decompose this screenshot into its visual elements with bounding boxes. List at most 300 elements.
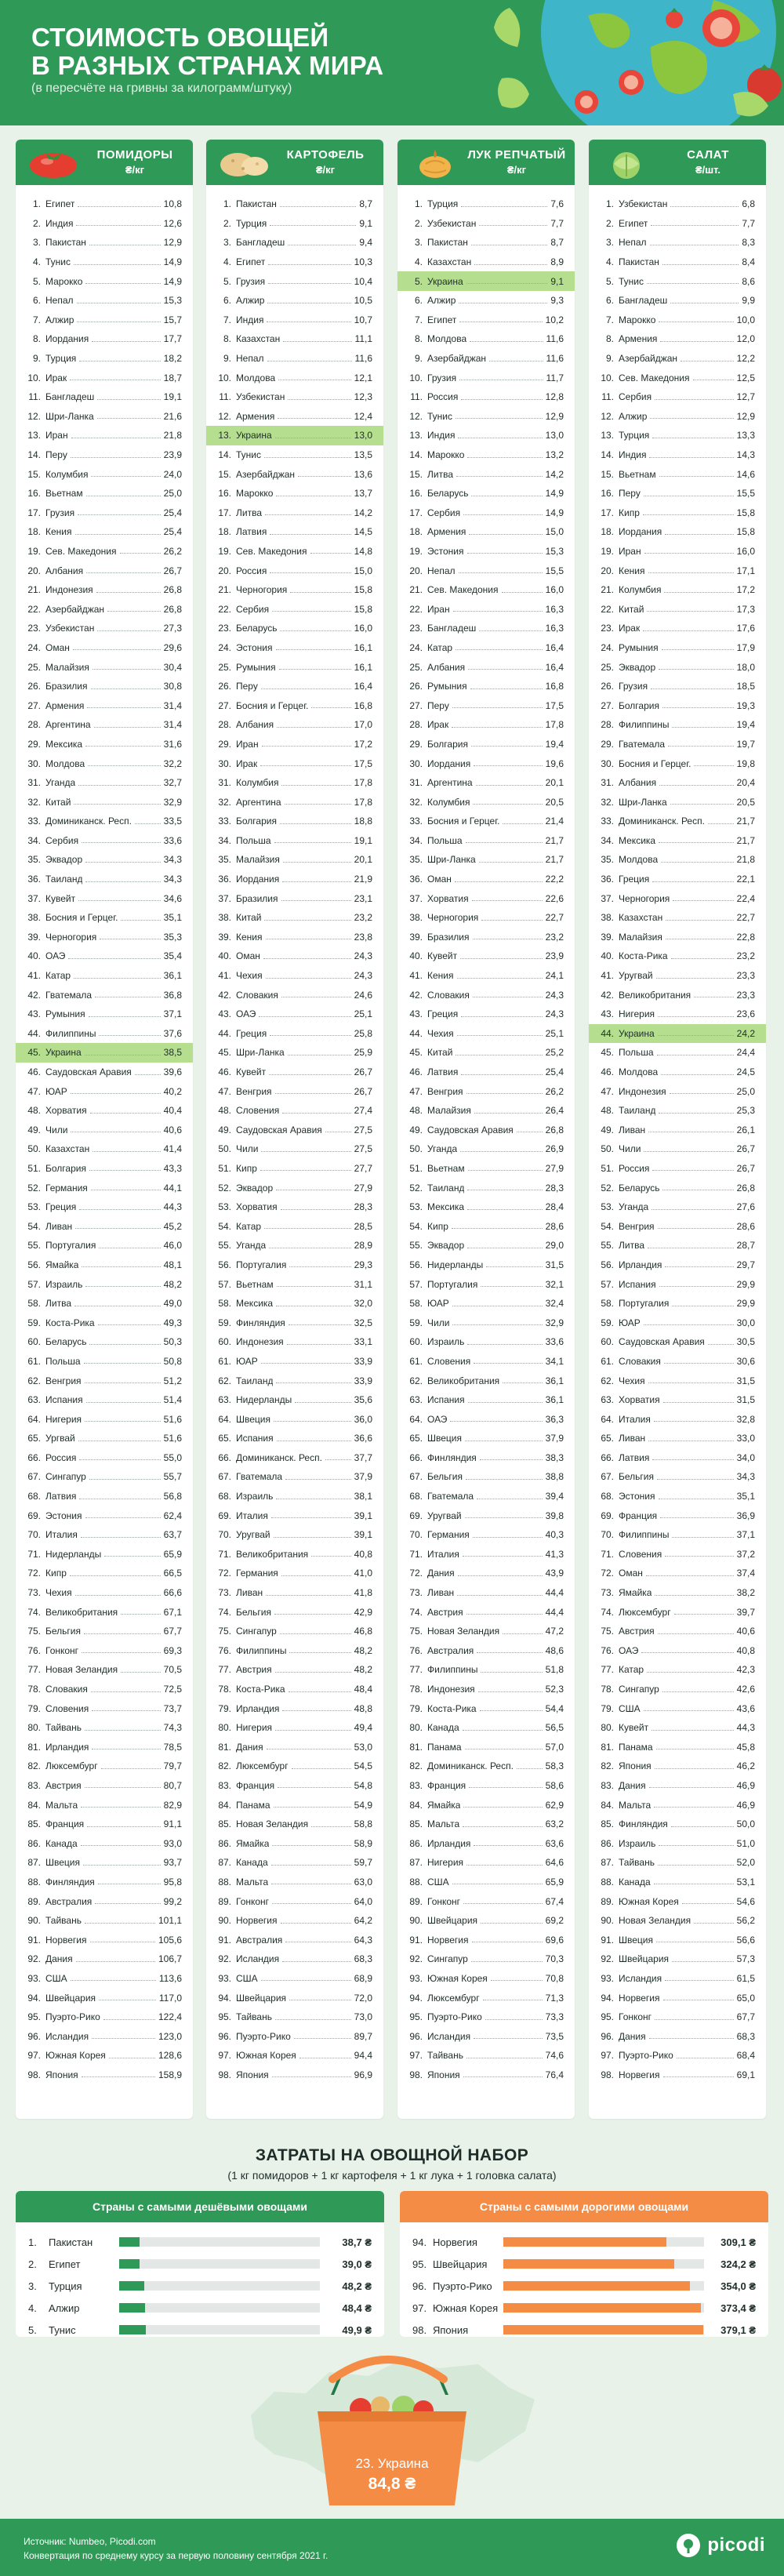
- price-value: 33,1: [354, 1336, 372, 1348]
- rank: 98.: [601, 2069, 614, 2080]
- dotted-leader: [87, 707, 160, 708]
- country-name: Норвегия: [45, 1934, 87, 1946]
- table-row: [589, 870, 766, 889]
- table-row: [16, 1352, 193, 1372]
- dotted-leader: [311, 1826, 351, 1827]
- rank: 47.: [409, 1085, 423, 1097]
- price-value: 15,5: [545, 565, 564, 576]
- table-row: [397, 1622, 575, 1641]
- table-row: [206, 349, 383, 369]
- dotted-leader: [647, 1672, 734, 1673]
- dotted-leader: [289, 1324, 351, 1325]
- rank: 56.: [27, 1259, 41, 1270]
- table-row: [16, 792, 193, 812]
- country-name: Филиппины: [619, 1529, 670, 1541]
- price-value: 39,8: [545, 1510, 564, 1521]
- price-value: 13,5: [354, 449, 372, 461]
- dotted-leader: [259, 1016, 350, 1017]
- price-value: 43,6: [736, 1702, 755, 1714]
- table-row: [206, 1815, 383, 1834]
- country-name: Пуэрто-Рико: [433, 2280, 492, 2292]
- price-value: 69,2: [545, 1915, 564, 1927]
- dotted-leader: [461, 1016, 542, 1017]
- rank: 4.: [414, 256, 423, 268]
- price-value: 26,7: [354, 1085, 372, 1097]
- rank: 75.: [601, 1626, 614, 1637]
- rank: 71.: [27, 1548, 41, 1560]
- price-value: 19,8: [736, 758, 755, 769]
- rank: 92.: [409, 1953, 423, 1965]
- table-row: [397, 561, 575, 580]
- dotted-leader: [135, 1074, 161, 1075]
- country-name: Дания: [45, 1953, 73, 1965]
- country-name: Тунис: [427, 410, 452, 422]
- table-row: [16, 368, 193, 387]
- country-name: Румыния: [45, 1008, 85, 1020]
- country-name: Финляндия: [619, 1818, 668, 1830]
- rank: 5.: [32, 275, 41, 287]
- price-value: 37,7: [354, 1451, 372, 1463]
- price-value: 74,6: [545, 2050, 564, 2062]
- table-row: [206, 1352, 383, 1372]
- table-row: [206, 426, 383, 445]
- table-row: [206, 1139, 383, 1159]
- table-row: [206, 773, 383, 793]
- rank: 7.: [223, 314, 231, 325]
- rank: 97.: [412, 2302, 427, 2314]
- rank: 11.: [601, 391, 614, 403]
- country-name: Кувейт: [619, 1722, 649, 1734]
- table-row: [16, 966, 193, 986]
- rank: 41.: [218, 970, 231, 982]
- rank: 22.: [27, 603, 41, 615]
- table-row: [397, 1390, 575, 1410]
- country-name: Босния и Герцег.: [236, 699, 309, 711]
- price-value: 15,0: [354, 565, 372, 576]
- dotted-leader: [263, 958, 351, 959]
- bar: [119, 2325, 146, 2334]
- dotted-leader: [267, 361, 352, 362]
- price-value: 26,8: [736, 1182, 755, 1194]
- dotted-leader: [81, 1807, 160, 1808]
- rank: 91.: [409, 1934, 423, 1946]
- price-value: 8,6: [742, 275, 755, 287]
- dotted-leader: [85, 1923, 155, 1924]
- footer: [0, 2519, 784, 2576]
- table-row: [206, 1005, 383, 1024]
- bar-row: [16, 2320, 384, 2337]
- country-name: Хорватия: [427, 892, 469, 904]
- dotted-leader: [89, 1344, 160, 1345]
- onion-icon: [407, 145, 463, 180]
- country-name: Узбекистан: [236, 391, 285, 403]
- country-name: Пакистан: [427, 237, 468, 249]
- table-row: [16, 1043, 193, 1063]
- price-value: 43,9: [545, 1568, 564, 1579]
- country-name: Франция: [45, 1818, 85, 1830]
- table-row: [206, 850, 383, 870]
- price-value: 69,1: [736, 2069, 755, 2080]
- table-row: [206, 1294, 383, 1313]
- price-value: 39,1: [354, 1510, 372, 1521]
- dotted-leader: [467, 553, 543, 554]
- country-name: Хорватия: [236, 1201, 278, 1213]
- table-row: [397, 1660, 575, 1680]
- country-name: Япония: [45, 2069, 78, 2080]
- country-name: Саудовская Аравия: [45, 1066, 132, 1078]
- rank: 93.: [218, 1972, 231, 1984]
- country-name: Сингапур: [427, 1953, 468, 1965]
- rank: 89.: [409, 1895, 423, 1907]
- rank: 17.: [409, 507, 423, 518]
- table-row: [206, 2066, 383, 2085]
- table-row: [589, 426, 766, 445]
- table-row: [397, 1815, 575, 1834]
- dotted-leader: [104, 1556, 160, 1557]
- dotted-leader: [479, 630, 542, 631]
- rank: 23.: [218, 623, 231, 634]
- price-value: 36,1: [163, 970, 182, 982]
- dotted-leader: [473, 1537, 543, 1538]
- price-value: 25,4: [545, 1066, 564, 1078]
- bar-track: [119, 2237, 320, 2247]
- price-value: 64,0: [354, 1895, 372, 1907]
- table-row: [16, 1429, 193, 1448]
- bar-value: 49,9 ₴: [342, 2323, 372, 2336]
- rank: 53.: [409, 1201, 423, 1213]
- table-row: [16, 542, 193, 561]
- country-name: Непал: [427, 565, 456, 576]
- title-line-2: В РАЗНЫХ СТРАНАХ МИРА: [31, 51, 384, 80]
- rank: 31.: [409, 777, 423, 789]
- country-name: Нигерия: [236, 1722, 273, 1734]
- rank: 34.: [218, 834, 231, 846]
- price-value: 33,6: [545, 1336, 564, 1348]
- price-value: 12,1: [354, 372, 372, 383]
- table-row: [397, 1197, 575, 1217]
- table-row: [206, 657, 383, 677]
- dotted-leader: [662, 264, 739, 265]
- country-name: ОАЭ: [619, 1644, 639, 1656]
- country-name: Сербия: [236, 603, 270, 615]
- dotted-leader: [68, 958, 160, 959]
- price-value: 7,6: [550, 198, 564, 210]
- dotted-leader: [466, 1093, 543, 1094]
- rank: 30.: [601, 758, 614, 769]
- rank: 80.: [27, 1722, 41, 1734]
- rank: 20.: [601, 565, 614, 576]
- country-name: Россия: [619, 1162, 650, 1174]
- country-name: Кипр: [619, 507, 640, 518]
- price-value: 23,6: [736, 1008, 755, 1020]
- bar: [503, 2281, 690, 2291]
- country-name: Турция: [427, 198, 459, 210]
- dotted-leader: [654, 1421, 734, 1422]
- price-value: 15,0: [545, 526, 564, 538]
- table-row: [589, 1352, 766, 1372]
- rank: 48.: [27, 1105, 41, 1117]
- table-row: [16, 619, 193, 638]
- rank: 57.: [218, 1278, 231, 1290]
- price-value: 33,9: [354, 1375, 372, 1386]
- table-row: [16, 1815, 193, 1834]
- table-row: [397, 311, 575, 330]
- bar: [503, 2237, 666, 2247]
- rank: 55.: [601, 1240, 614, 1252]
- dotted-leader: [708, 823, 734, 824]
- country-name: Норвегия: [433, 2236, 477, 2248]
- rank: 67.: [409, 1471, 423, 1483]
- rank: 24.: [218, 641, 231, 653]
- country-name: Исландия: [236, 1953, 280, 1965]
- price-value: 27,3: [163, 623, 182, 634]
- country-name: Кипр: [427, 1220, 448, 1232]
- country-name: Грузия: [45, 507, 75, 518]
- country-name: Иран: [45, 430, 68, 441]
- country-name: Саудовская Аравия: [619, 1336, 705, 1348]
- table-row: [16, 1660, 193, 1680]
- dotted-leader: [81, 1537, 161, 1538]
- tomato-icon: [25, 145, 82, 180]
- table-row: [589, 1795, 766, 1815]
- table-row: [397, 638, 575, 658]
- price-value: 76,4: [545, 2069, 564, 2080]
- rank: 5.: [223, 275, 231, 287]
- rank: 28.: [218, 719, 231, 731]
- price-value: 13,7: [354, 488, 372, 500]
- table-row: [589, 735, 766, 754]
- dotted-leader: [466, 1479, 543, 1480]
- table-row: [397, 985, 575, 1005]
- country-name: Вьетнам: [236, 1278, 274, 1290]
- potato-icon: [216, 145, 272, 180]
- price-value: 38,3: [545, 1451, 564, 1463]
- country-name: Новая Зеландия: [619, 1915, 691, 1927]
- table-row: [397, 1988, 575, 2007]
- country-name: Новая Зеландия: [45, 1664, 118, 1676]
- country-name: Нигерия: [619, 1008, 655, 1020]
- country-name: Молдова: [619, 854, 659, 866]
- price-value: 117,0: [158, 1992, 182, 2004]
- vegetables-globe-illustration: [455, 0, 784, 125]
- country-name: Албания: [427, 661, 466, 673]
- dotted-leader: [654, 1807, 733, 1808]
- country-name: Чили: [619, 1143, 641, 1155]
- country-name: Коста-Рика: [619, 950, 668, 962]
- table-row: [16, 484, 193, 503]
- rank: 23.: [409, 623, 423, 634]
- price-value: 31,5: [545, 1259, 564, 1270]
- dotted-leader: [473, 804, 542, 805]
- country-name: Украина: [45, 1047, 82, 1059]
- country-name: Казахстан: [236, 333, 281, 345]
- rank: 38.: [601, 912, 614, 924]
- country-name: Словакия: [619, 1355, 661, 1367]
- country-name: Кипр: [236, 1162, 257, 1174]
- country-name: Вьетнам: [619, 468, 656, 480]
- rank: 97.: [27, 2050, 41, 2062]
- price-value: 12,7: [736, 391, 755, 403]
- country-name: Сингапур: [45, 1471, 86, 1483]
- country-name: Сев. Македония: [45, 545, 117, 557]
- country-name: Нидерланды: [45, 1548, 102, 1560]
- country-name: Словакия: [45, 1684, 88, 1695]
- dotted-leader: [84, 1363, 161, 1364]
- dotted-leader: [682, 1903, 734, 1904]
- country-name: Польша: [45, 1355, 81, 1367]
- table-row: [16, 1911, 193, 1931]
- country-name: Индия: [236, 314, 264, 325]
- table-row: [206, 1660, 383, 1680]
- price-value: 25,4: [163, 526, 182, 538]
- country-name: Норвегия: [236, 1915, 278, 1927]
- table-row: [397, 696, 575, 715]
- country-name: Пакистан: [236, 198, 277, 210]
- dotted-leader: [461, 1074, 542, 1075]
- rank: 40.: [27, 950, 41, 962]
- price-value: 73,5: [545, 2030, 564, 2042]
- table-row: [206, 1216, 383, 1236]
- rank: 29.: [409, 738, 423, 750]
- price-value: 24,3: [354, 970, 372, 982]
- table-row: [16, 599, 193, 619]
- rank: 54.: [409, 1220, 423, 1232]
- dotted-leader: [281, 900, 351, 901]
- table-row: [16, 773, 193, 793]
- country-name: Грузия: [427, 372, 457, 383]
- price-value: 16,4: [354, 681, 372, 692]
- rank: 29.: [27, 738, 41, 750]
- country-name: Алжир: [45, 314, 74, 325]
- country-name: Таиланд: [45, 874, 83, 885]
- rank: 70.: [27, 1529, 41, 1541]
- price-value: 12,9: [545, 410, 564, 422]
- table-row: [589, 2046, 766, 2066]
- price-value: 11,6: [354, 353, 372, 365]
- price-value: 48,1: [163, 1259, 182, 1270]
- price-value: 13,6: [354, 468, 372, 480]
- price-value: 31,5: [736, 1394, 755, 1406]
- rank: 81.: [218, 1741, 231, 1753]
- dotted-leader: [655, 1595, 733, 1596]
- rank: 24.: [27, 641, 41, 653]
- table-row: [16, 1487, 193, 1506]
- price-value: 10,0: [736, 314, 755, 325]
- table-row: [206, 1159, 383, 1179]
- country-name: Филиппины: [236, 1644, 287, 1656]
- price-value: 25,8: [354, 1027, 372, 1039]
- country-name: Румыния: [427, 681, 467, 692]
- price-value: 13,0: [354, 430, 372, 441]
- country-name: Уругвай: [619, 970, 653, 982]
- rank: 27.: [218, 699, 231, 711]
- rank: 33.: [409, 816, 423, 827]
- dotted-leader: [641, 1652, 733, 1653]
- rank: 91.: [218, 1934, 231, 1946]
- rank: 19.: [601, 545, 614, 557]
- dotted-leader: [89, 1170, 161, 1171]
- table-row: [16, 1081, 193, 1101]
- country-name: Нигерия: [45, 1413, 82, 1425]
- table-row: [397, 1448, 575, 1468]
- price-value: 35,6: [354, 1394, 372, 1406]
- table-row: [16, 2007, 193, 2027]
- rank: 52.: [601, 1182, 614, 1194]
- country-name: Финляндия: [45, 1876, 95, 1887]
- rank: 9.: [414, 353, 423, 365]
- rank: 74.: [409, 1606, 423, 1618]
- price-value: 24,0: [163, 468, 182, 480]
- table-row: [397, 1101, 575, 1121]
- rank: 69.: [218, 1510, 231, 1521]
- table-row: [589, 1409, 766, 1429]
- price-value: 44,4: [545, 1606, 564, 1618]
- rank: 83.: [218, 1779, 231, 1791]
- price-value: 72,0: [354, 1992, 372, 2004]
- country-name: Словакия: [236, 989, 278, 1001]
- rank: 13.: [409, 430, 423, 441]
- price-value: 32,8: [736, 1413, 755, 1425]
- dotted-leader: [281, 1923, 351, 1924]
- table-row: [16, 349, 193, 369]
- table-row: [16, 1467, 193, 1487]
- dotted-leader: [98, 1324, 161, 1325]
- country-name: Катар: [45, 970, 71, 982]
- rank: 38.: [27, 912, 41, 924]
- dotted-leader: [275, 1093, 351, 1094]
- rank: 92.: [601, 1953, 614, 1965]
- country-name: США: [619, 1702, 641, 1714]
- country-name: Швейцария: [45, 1992, 96, 2004]
- country-name: Франция: [427, 1779, 466, 1791]
- dotted-leader: [661, 1074, 734, 1075]
- dotted-leader: [74, 978, 161, 979]
- price-value: 80,7: [163, 1779, 182, 1791]
- dotted-leader: [489, 361, 543, 362]
- table-row: [16, 329, 193, 349]
- price-value: 39,7: [736, 1606, 755, 1618]
- price-value: 48,2: [354, 1664, 372, 1676]
- country-name: Испания: [236, 1433, 274, 1444]
- price-value: 68,3: [736, 2030, 755, 2042]
- rank: 84.: [218, 1799, 231, 1811]
- rank: 20.: [409, 565, 423, 576]
- country-name: Молдова: [236, 372, 276, 383]
- country-name: Кения: [45, 526, 72, 538]
- dotted-leader: [78, 206, 160, 207]
- dotted-leader: [281, 1575, 351, 1576]
- country-name: Азербайджан: [45, 603, 105, 615]
- country-name: Малайзия: [427, 1105, 471, 1117]
- dotted-leader: [456, 418, 543, 419]
- rank: 98.: [412, 2323, 427, 2336]
- price-value: 29,0: [545, 1240, 564, 1252]
- table-row: [16, 503, 193, 523]
- country-name: Пуэрто-Рико: [45, 2011, 100, 2023]
- subtitle: (в пересчёте на гривны за килограмм/штуку): [31, 82, 292, 95]
- price-value: 29,6: [163, 641, 182, 653]
- price-value: 24,1: [545, 970, 564, 982]
- dotted-leader: [277, 1286, 351, 1287]
- rank: 57.: [409, 1278, 423, 1290]
- country-name: Гватемала: [427, 1491, 474, 1502]
- rank: 12.: [218, 410, 231, 422]
- rank: 45.: [27, 1047, 41, 1059]
- rank: 22.: [218, 603, 231, 615]
- bar: [503, 2303, 701, 2313]
- bar: [119, 2237, 140, 2247]
- country-name: Турция: [49, 2280, 82, 2292]
